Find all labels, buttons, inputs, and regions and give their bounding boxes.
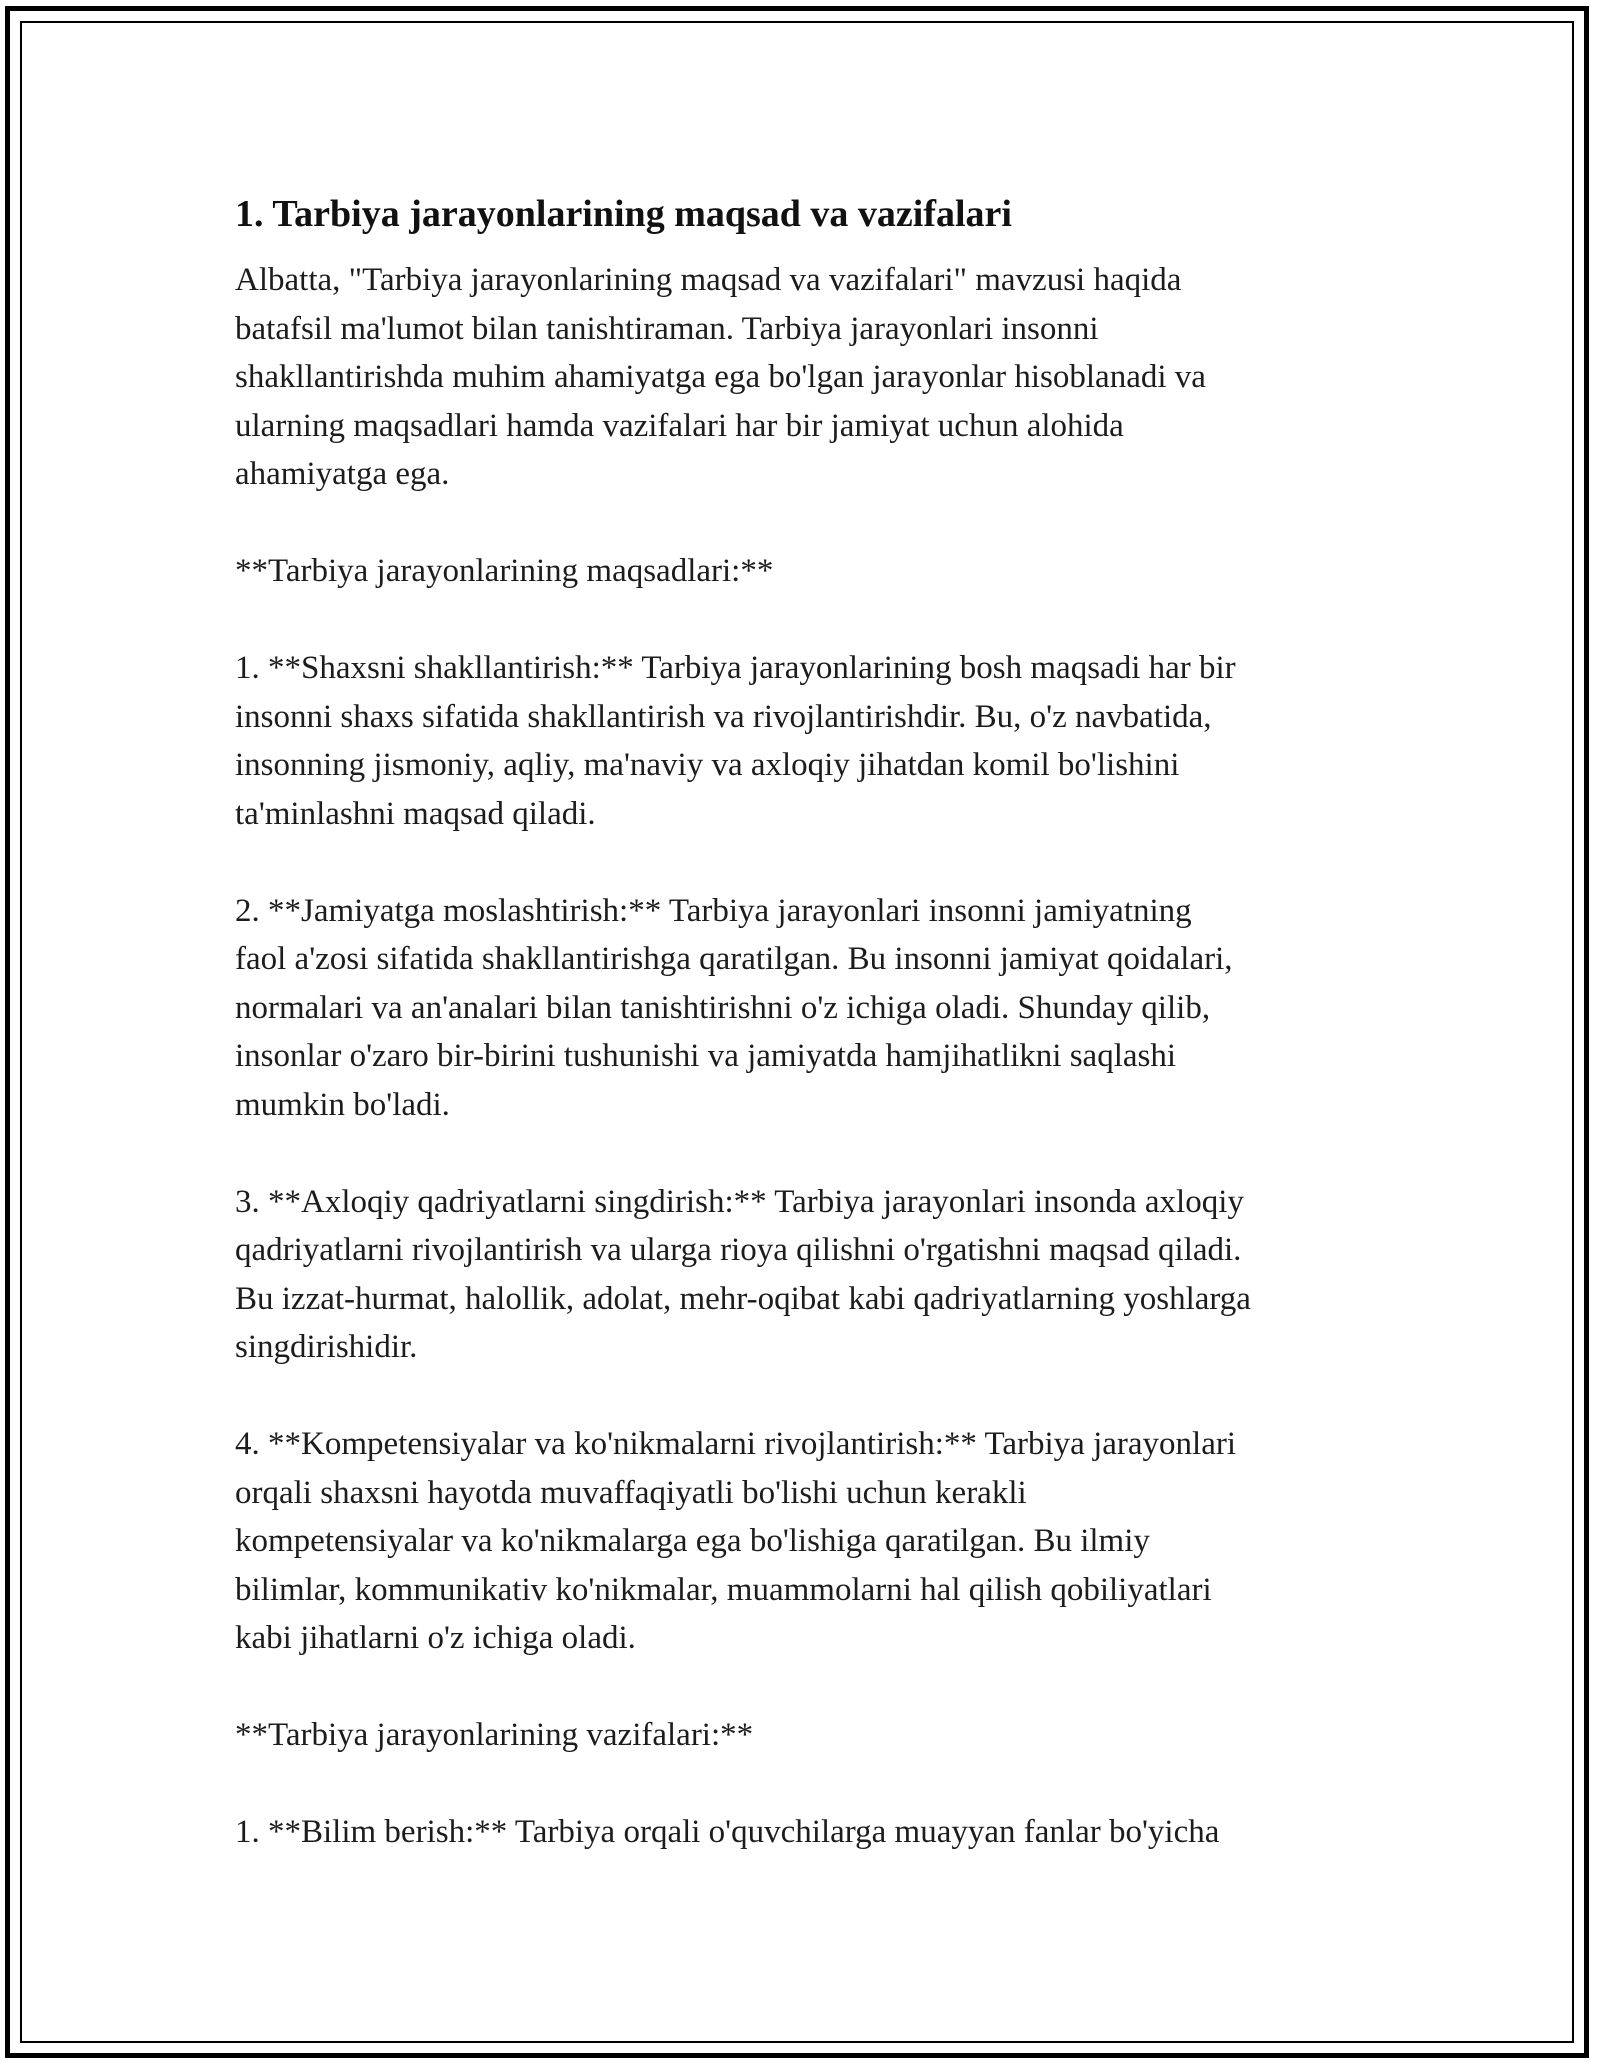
goal-item-2: 2. **Jamiyatga moslashtirish:** Tarbiya jarayonlari insonni jamiyatning faol a'zosi sifatida shakllantirishga qaratilgan. Bu insonni jamiyat qoidalari, normalari va an'analari bilan tanishtirishni o'z ichiga oladi. Shunday qilib, insonlar o'zaro bir-birini tushunishi va jamiyatda hamjihatlikni saqlashi mumkin bo'ladi. bbox=[235, 892, 1233, 1123]
document-title: 1. Tarbiya jarayonlarining maqsad va vazifalari bbox=[235, 193, 1012, 235]
goal-item-4: 4. **Kompetensiyalar va ko'nikmalarni rivojlantirish:** Tarbiya jarayonlari orqali shaxsni hayotda muvaffaqiyatli bo'lishi uchun kerakli kompetensiyalar va ko'nikmalarga ega bo'lishiga qaratilgan. Bu ilmiy bilimlar, kommunikativ ko'nikmalar, muammolarni hal qilish qobiliyatlari kabi jihatlarni o'z ichiga oladi. bbox=[235, 1426, 1237, 1656]
task-item-1: 1. **Bilim berish:** Tarbiya orqali o'quvchilarga muayyan fanlar bo'yicha bbox=[235, 1814, 1220, 1850]
intro-paragraph: Albatta, "Tarbiya jarayonlarining maqsad va vazifalari" mavzusi haqida batafsil ma'lumot bilan tanishtiraman. Tarbiya jarayonlari insonni shakllantirishda muhim ahamiyatga ega bo'lgan jarayonlar hisoblanadi va ularning maqsadlari hamda vazifalari har bir jamiyat uchun alohida ahamiyatga ega. bbox=[235, 262, 1206, 492]
document-body bbox=[235, 186, 1415, 1857]
goal-item-3: 3. **Axloqiy qadriyatlarni singdirish:** Tarbiya jarayonlari insonda axloqiy qadriyatlarni rivojlantirish va ularga rioya qilishni o'rgatishni maqsad qiladi. Bu izzat-hurmat, halollik, adolat, mehr-oqibat kabi qadriyatlarning yoshlarga singdirishidir. bbox=[235, 1183, 1251, 1365]
document-text bbox=[235, 256, 1415, 1857]
goal-item-1: 1. **Shaxsni shakllantirish:** Tarbiya jarayonlarining bosh maqsadi har bir insonni shaxs sifatida shakllantirish va rivojlantirishdir. Bu, o'z navbatida, insonning jismoniy, aqliy, ma'naviy va axloqiy jihatdan komil bo'lishini ta'minlashni maqsad qiladi. bbox=[235, 650, 1236, 832]
tasks-heading: **Tarbiya jarayonlarining vazifalari:** bbox=[235, 1717, 754, 1753]
goals-heading: **Tarbiya jarayonlarining maqsadlari:** bbox=[235, 553, 774, 589]
